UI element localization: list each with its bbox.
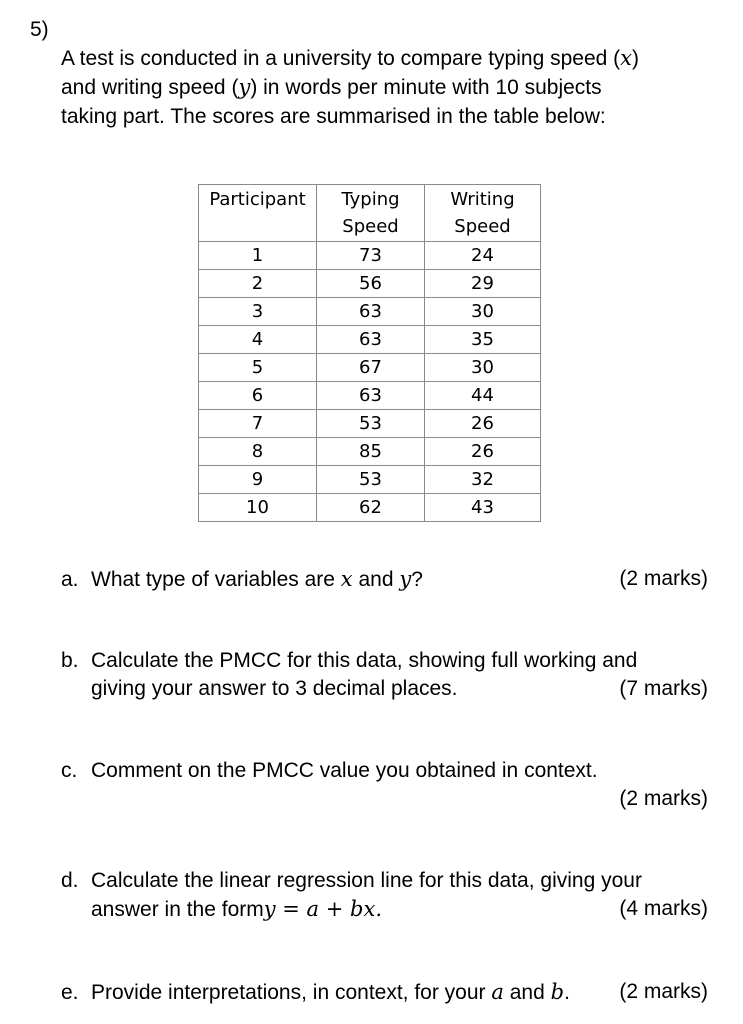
cell-participant: 9 (199, 466, 317, 494)
variable-y: y (399, 567, 412, 591)
part-c-line-2 (61, 785, 708, 813)
cell-typing: 53 (317, 410, 425, 438)
cell-writing: 32 (425, 466, 541, 494)
cell-participant: 4 (199, 326, 317, 354)
variable-y: y (238, 75, 251, 99)
header-participant: Participant (199, 185, 317, 242)
part-b-line-2: giving your answer to 3 decimal places. (7 marks) (61, 675, 708, 703)
variable-a: a (491, 980, 504, 1004)
part-d-marks: (4 marks) (619, 897, 708, 920)
variable-x: x (340, 567, 353, 591)
intro-line-1: A test is conducted in a university to compare typing speed (x) (61, 46, 639, 70)
cell-writing: 29 (425, 270, 541, 298)
cell-writing: 24 (425, 242, 541, 270)
part-c (61, 757, 708, 813)
part-c-line-1: c. Comment on the PMCC value you obtained in context. (61, 757, 708, 785)
cell-typing: 63 (317, 382, 425, 410)
cell-participant: 10 (199, 494, 317, 522)
part-c-marks: (2 marks) (619, 787, 708, 810)
table-row (199, 270, 541, 298)
cell-typing: 85 (317, 438, 425, 466)
part-a (61, 565, 708, 594)
part-d-line-2: answer in the formy = a + bx. (4 marks) (91, 897, 708, 921)
table-row (199, 382, 541, 410)
table-row (199, 354, 541, 382)
cell-typing: 67 (317, 354, 425, 382)
cell-participant: 7 (199, 410, 317, 438)
part-b (61, 647, 708, 703)
cell-writing: 26 (425, 410, 541, 438)
cell-participant: 2 (199, 270, 317, 298)
intro-line-2: and writing speed (y) in words per minute with 10 subjects (61, 75, 602, 99)
part-b-label: b. (61, 649, 79, 672)
part-e-marks: (2 marks) (619, 980, 708, 1003)
part-e (61, 978, 708, 1007)
table-row (199, 326, 541, 354)
variable-x: x (620, 46, 632, 70)
cell-typing: 63 (317, 298, 425, 326)
cell-participant: 1 (199, 242, 317, 270)
cell-participant: 5 (199, 354, 317, 382)
table-row (199, 494, 541, 522)
cell-typing: 63 (317, 326, 425, 354)
header-typing-speed: Typing Speed (317, 185, 425, 242)
cell-writing: 35 (425, 326, 541, 354)
question-number: 5) (30, 18, 49, 41)
regression-formula: y = a + bx. (263, 897, 382, 921)
part-d-line-1: d. Calculate the linear regression line for this data, giving your (61, 867, 708, 895)
cell-participant: 6 (199, 382, 317, 410)
cell-writing: 43 (425, 494, 541, 522)
part-e-label: e. (61, 981, 79, 1004)
part-a-label: a. (61, 568, 79, 591)
header-writing-speed: Writing Speed (425, 185, 541, 242)
part-a-marks: (2 marks) (619, 567, 708, 590)
part-c-label: c. (61, 759, 78, 782)
table-row (199, 466, 541, 494)
table-row (199, 242, 541, 270)
intro-line-3: taking part. The scores are summarised in the table below: (61, 105, 606, 128)
table-row (199, 298, 541, 326)
cell-writing: 44 (425, 382, 541, 410)
cell-typing: 56 (317, 270, 425, 298)
part-d-label: d. (61, 869, 79, 892)
part-b-marks: (7 marks) (619, 677, 708, 700)
table-row (199, 410, 541, 438)
cell-typing: 62 (317, 494, 425, 522)
cell-typing: 53 (317, 466, 425, 494)
table-row (199, 438, 541, 466)
cell-typing: 73 (317, 242, 425, 270)
cell-writing: 30 (425, 298, 541, 326)
part-b-line-1: b. Calculate the PMCC for this data, showing full working and (61, 647, 708, 675)
variable-b: b (550, 980, 565, 1004)
part-d (61, 867, 708, 924)
cell-participant: 8 (199, 438, 317, 466)
part-a-line-1: a. What type of variables are x and y? (2 marks) (61, 565, 708, 594)
question-intro (61, 44, 721, 131)
part-e-line-1: e. Provide interpretations, in context, for your a and b. (2 marks) (61, 978, 708, 1007)
cell-writing: 26 (425, 438, 541, 466)
table-header-row (199, 185, 541, 242)
cell-writing: 30 (425, 354, 541, 382)
cell-participant: 3 (199, 298, 317, 326)
scores-table (198, 184, 541, 522)
